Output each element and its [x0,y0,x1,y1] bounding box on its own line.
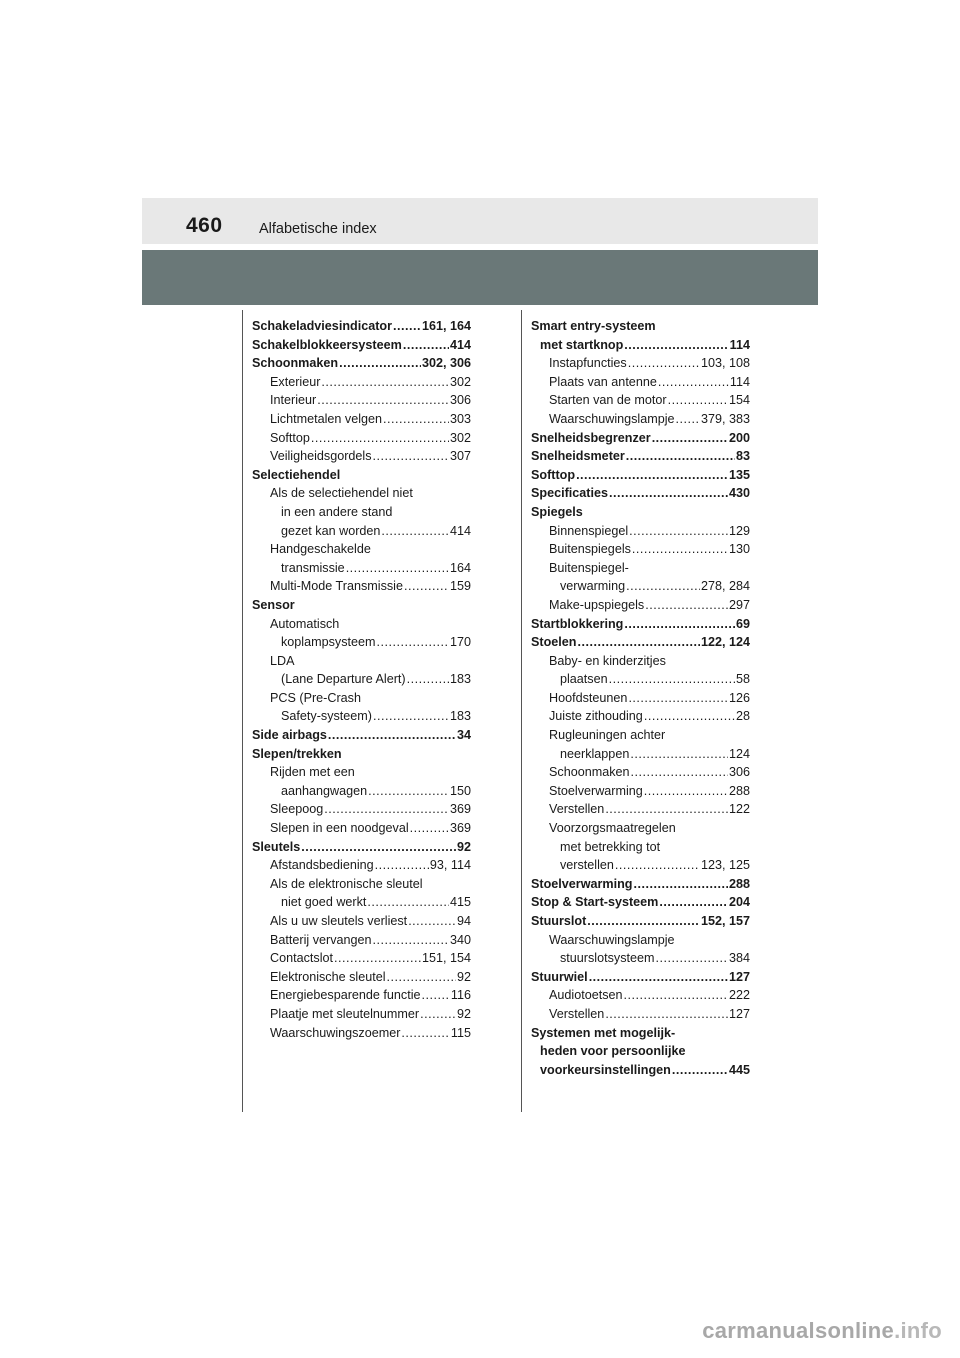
index-entry-leader [609,484,728,503]
index-entry-page: 430 [728,486,750,501]
index-entry-leader [420,1005,456,1024]
index-entry-leader [377,633,449,652]
index-entry-leader [367,893,449,912]
index-entry-label: Verstellen [549,1006,605,1021]
index-entry-label: Plaats van antenne [549,374,657,389]
index-entry-leader [676,410,700,429]
index-entry-page: 151, 154 [421,951,471,966]
index-entry [252,336,471,355]
index-entry-label: Als de elektronische sleutel [270,876,423,891]
index-entry-leader [644,782,728,801]
index-entry-label: Elektronische sleutel [270,969,386,984]
index-entry-label: LDA [270,653,295,668]
index-entry-page: 127 [728,1006,750,1021]
index-entry-label: Handgeschakelde [270,542,371,557]
index-entry [531,336,750,355]
index-entry-label: Stoelen [531,635,577,650]
index-entry-label: Multi-Mode Transmissie [270,579,403,594]
index-entry-page: 164 [449,560,471,575]
index-entry-page: 115 [450,1025,471,1040]
index-entry-page: 92 [456,839,471,854]
index-entry [531,484,750,503]
index-entry-label: Waarschuwingslampje [549,411,675,426]
index-entry [531,782,750,801]
index-entry-page: 384 [728,951,750,966]
index-entry-label: Sensor [252,597,295,612]
index-entry-page: 278, 284 [700,579,750,594]
index-entry [252,986,471,1005]
index-entry-page: 445 [728,1062,750,1077]
index-entry-label: Sleutels [252,839,301,854]
index-entry-page: 58 [735,672,750,687]
index-entry-page: 222 [728,988,750,1003]
index-entry [252,317,471,336]
index-entry-leader [589,968,728,987]
index-entry-leader [615,856,700,875]
index-entry-page: 369 [449,802,471,817]
index-entry [252,1024,471,1043]
left-column-rule [242,310,243,1112]
index-entry [252,354,471,373]
index-entry-label: voorkeursinstellingen [540,1062,671,1077]
index-entry-label: Sleepoog [270,802,324,817]
index-entry-leader [403,336,449,355]
index-entry [531,429,750,448]
index-entry-leader [387,968,456,987]
index-entry-page: 92 [456,969,471,984]
index-entry-leader [407,670,449,689]
index-entry-leader [605,800,728,819]
index-entry-label: Veiligheidsgordels [270,449,372,464]
index-entry [252,391,471,410]
index-entry-label: Snelheidsbegrenzer [531,430,651,445]
index-entry-label: Automatisch [270,616,340,631]
index-entry-label: Audiotoetsen [549,988,623,1003]
index-entry-leader [655,949,728,968]
index-entry-label: Stoelverwarming [549,783,643,798]
index-entry-label: Make-upspiegels [549,597,645,612]
index-entry [531,447,750,466]
index-entry-page: 123, 125 [700,858,750,873]
index-entry [252,819,471,838]
index-entry-label: transmissie [281,560,345,575]
index-entry-label: Starten van de motor [549,393,667,408]
index-entry-label: Als u uw sleutels verliest [270,914,408,928]
index-entry [252,800,471,819]
index-entry [252,689,471,708]
index-entry-label: Juiste zithouding [549,709,643,724]
index-entry-page: 114 [729,374,750,389]
section-banner [142,250,818,305]
index-entry-page: 379, 383 [700,411,750,426]
index-entry-leader [658,373,729,392]
index-entry [531,1024,750,1043]
index-entry-page: 130 [728,542,750,557]
index-entry-label: met startknop [540,337,624,352]
index-entry-label: Stoelverwarming [531,876,633,891]
index-entry [531,466,750,485]
index-entry-leader [373,707,449,726]
index-entry-leader [624,986,728,1005]
index-entry-page: 114 [729,337,750,352]
index-entry [531,800,750,819]
index-entry-leader [605,1005,728,1024]
index-entry-leader [628,354,700,373]
index-entry [252,670,471,689]
index-entry-leader [631,763,728,782]
index-entry-leader [624,336,728,355]
index-entry [252,912,471,931]
index-entry-label: Schakelblokkeersysteem [252,337,402,352]
index-entry-label: verwarming [560,579,626,594]
index-entry [252,410,471,429]
index-entry [252,429,471,448]
index-entry-leader [626,447,735,466]
index-entry [252,949,471,968]
index-entry-page: 161, 164 [421,319,471,333]
index-entry [252,596,471,615]
index-entry-page: 124 [728,746,750,761]
right-column-rule [521,310,522,1112]
index-entry-leader [334,949,421,968]
index-entry [531,615,750,634]
index-entry-label: plaatsen [560,672,608,687]
index-entry-page: 369 [449,821,471,836]
index-entry [531,354,750,373]
index-entry [531,596,750,615]
index-entry [252,633,471,652]
index-entry [531,317,750,336]
index-entry-label: Instapfuncties [549,356,627,371]
index-entry [531,689,750,708]
index-entry [531,838,750,857]
index-entry-leader [368,782,449,801]
index-entry-label: Contactslot [270,951,333,966]
index-entry-page: 122 [728,802,750,817]
index-entry-page: 414 [449,337,471,352]
index-entry-label: Energiebesparende functie [270,988,421,1003]
index-entry-page: 414 [449,523,471,538]
index-entry-leader [404,577,449,596]
index-entry [252,1005,471,1024]
index-entry [531,503,750,522]
index-entry-leader [576,466,728,485]
index-entry-label: Rijden met een [270,765,355,780]
index-entry-leader [383,410,449,429]
index-entry [252,373,471,392]
index-entry-page: 135 [728,467,750,482]
index-entry-label: Exterieur [270,374,321,389]
index-entry-label: Batterij vervangen [270,932,372,947]
index-entry-label: Verstellen [549,802,605,817]
index-entry [531,763,750,782]
index-entry [252,447,471,466]
index-entry-leader [410,819,449,838]
index-entry-leader [328,726,456,745]
index-entry [252,838,471,857]
index-entry [531,745,750,764]
index-entry-label: Buitenspiegel- [549,560,629,575]
index-entry-leader [321,373,449,392]
index-entry-leader [644,707,735,726]
index-entry-page: 94 [456,914,471,928]
index-entry [252,652,471,671]
index-entry-page: 415 [449,895,471,910]
index-entry [531,1042,750,1061]
watermark-text: carmanualsonline [702,1318,895,1343]
index-entry-leader [317,391,449,410]
index-entry-page: 28 [735,709,750,724]
index-entry [252,745,471,764]
index-entry-leader [375,856,429,875]
index-entry-label: Waarschuwingslampje [549,932,675,947]
index-entry [252,968,471,987]
index-entry-page: 159 [449,579,471,594]
index-entry-leader [628,689,728,708]
index-entry [531,931,750,950]
index-entry-page: 340 [449,932,471,947]
index-entry [531,1005,750,1024]
index-entry-label: Plaatje met sleutelnummer [270,1006,420,1021]
index-entry-leader [373,447,449,466]
index-entry-label: in een andere stand [281,504,393,519]
index-entry-label: neerklappen [560,746,630,761]
index-entry [531,949,750,968]
index-entry-label: Schakeladviesindicator [252,319,392,333]
index-entry-page: 307 [449,449,471,464]
page-number: 460 [186,214,223,237]
index-entry-page: 152, 157 [700,914,750,928]
index-entry-label: Interieur [270,393,317,408]
index-entry [252,707,471,726]
index-entry-label: Afstandsbediening [270,858,374,873]
index-entry-label: (Lane Departure Alert) [281,672,406,687]
index-entry [531,652,750,671]
index-entry [531,707,750,726]
index-entry-leader [311,429,449,448]
index-entry [252,893,471,912]
index-entry [531,391,750,410]
index-entry-leader [626,577,700,596]
header-band [142,198,818,244]
index-entry-label: Stuurslot [531,914,587,928]
index-entry-leader [645,596,728,615]
index-entry-page: 69 [735,616,750,631]
index-entry-label: Slepen in een noodgeval [270,821,409,836]
index-entry [531,522,750,541]
index-entry [252,466,471,485]
index-entry-page: 200 [728,430,750,445]
index-entry [531,577,750,596]
index-entry [531,726,750,745]
index-entry-label: Softtop [531,467,576,482]
index-entry-label: Slepen/trekken [252,746,342,761]
index-entry-label: Als de selectiehendel niet [270,486,413,501]
index-entry [252,559,471,578]
index-entry-leader [578,633,700,652]
index-entry [531,410,750,429]
index-column-right [531,317,750,1079]
index-entry-leader [381,522,449,541]
index-entry-page: 306 [728,765,750,780]
index-entry-label: stuurslotsysteem [560,951,655,966]
watermark-suffix: .info [894,1318,942,1343]
index-entry-page: 204 [728,895,750,910]
index-column-left [252,317,471,1042]
index-entry [252,503,471,522]
index-entry-label: Buitenspiegels [549,542,631,557]
index-entry-label: Smart entry-systeem [531,319,656,333]
index-entry [252,540,471,559]
index-entry-page: 92 [456,1006,471,1021]
index-entry-leader [422,986,450,1005]
index-entry-page: 126 [728,690,750,705]
index-entry-page: 183 [449,709,471,724]
index-entry-label: PCS (Pre-Crash [270,690,361,705]
index-entry-page: 34 [456,728,471,743]
index-entry [531,986,750,1005]
index-entry-label: Waarschuwingszoemer [270,1025,401,1040]
index-entry [252,875,471,894]
index-entry [531,670,750,689]
index-entry [531,912,750,931]
index-entry-label: Softtop [270,430,310,445]
index-entry-leader [339,354,421,373]
index-entry [252,856,471,875]
index-entry [531,968,750,987]
index-entry [531,1061,750,1080]
index-entry-page: 288 [728,783,750,798]
index-entry-leader [633,875,728,894]
index-entry-leader [629,522,728,541]
index-entry-page: 302 [449,430,471,445]
index-entry-page: 297 [728,597,750,612]
index-entry-label: Specificaties [531,486,609,501]
index-entry-label: heden voor persoonlijke [540,1044,686,1059]
index-entry-leader [659,893,728,912]
index-entry [252,615,471,634]
index-entry-label: Systemen met mogelijk- [531,1025,676,1040]
index-entry-label: niet goed werkt [281,895,367,910]
index-entry-page: 288 [728,876,750,891]
index-entry-leader [408,912,456,931]
index-entry-label: Side airbags [252,728,327,743]
index-entry [531,819,750,838]
index-entry-label: Selectiehendel [252,467,341,482]
index-entry-label: Baby- en kinderzitjes [549,653,666,668]
index-entry-page: 183 [449,672,471,687]
index-entry-label: Stuurwiel [531,969,588,984]
index-entry-label: Schoonmaken [549,765,630,780]
index-entry-label: verstellen [560,858,614,873]
index-entry-label: koplampsysteem [281,635,376,650]
index-entry-label: Stop & Start-systeem [531,895,659,910]
index-entry-label: aanhangwagen [281,783,368,798]
index-entry [252,931,471,950]
index-entry-label: Schoonmaken [252,356,339,371]
index-entry [531,559,750,578]
index-entry-page: 154 [728,393,750,408]
index-entry-label: met betrekking tot [560,839,661,854]
index-entry-label: Lichtmetalen velgen [270,411,383,426]
index-entry-page: 116 [450,988,471,1003]
index-entry-label: gezet kan worden [281,523,381,538]
index-entry-leader [393,317,421,336]
index-entry-leader [624,615,735,634]
index-entry [531,633,750,652]
watermark [0,1318,960,1344]
index-entry-label: Spiegels [531,504,583,519]
index-entry-page: 93, 114 [429,858,471,873]
index-entry-label: Snelheidsmeter [531,449,625,464]
index-entry-leader [301,838,456,857]
index-entry-leader [632,540,728,559]
index-entry-leader [630,745,728,764]
index-entry [252,522,471,541]
index-entry-page: 129 [728,523,750,538]
index-entry-leader [346,559,449,578]
index-entry-page: 150 [449,783,471,798]
index-entry-leader [587,912,700,931]
index-entry-leader [401,1024,450,1043]
index-entry-page: 302 [449,374,471,389]
index-entry-page: 122, 124 [700,635,750,650]
index-entry-leader [668,391,728,410]
index-entry-label: Startblokkering [531,616,624,631]
index-entry-label: Binnenspiegel [549,523,629,538]
index-entry-leader [652,429,728,448]
index-entry [252,484,471,503]
index-entry-page: 127 [728,969,750,984]
index-entry-page: 83 [735,449,750,464]
index-entry-label: Rugleuningen achter [549,728,666,743]
index-entry [252,577,471,596]
index-entry-page: 302, 306 [421,356,471,371]
index-entry [531,373,750,392]
index-entry [531,540,750,559]
index-entry-page: 303 [449,411,471,426]
index-entry [252,726,471,745]
index-entry-page: 170 [449,635,471,650]
index-entry [531,875,750,894]
index-entry-leader [324,800,449,819]
index-entry-leader [609,670,735,689]
index-entry-page: 306 [449,393,471,408]
index-entry-page: 103, 108 [700,356,750,371]
index-entry-label: Safety-systeem) [281,709,372,724]
index-entry-leader [373,931,449,950]
index-entry-label: Hoofdsteunen [549,690,628,705]
index-entry [252,763,471,782]
index-entry [252,782,471,801]
section-title: Alfabetische index [259,221,377,237]
index-entry [531,856,750,875]
index-entry [531,893,750,912]
index-entry-label: Voorzorgsmaatregelen [549,821,676,836]
index-entry-leader [672,1061,728,1080]
